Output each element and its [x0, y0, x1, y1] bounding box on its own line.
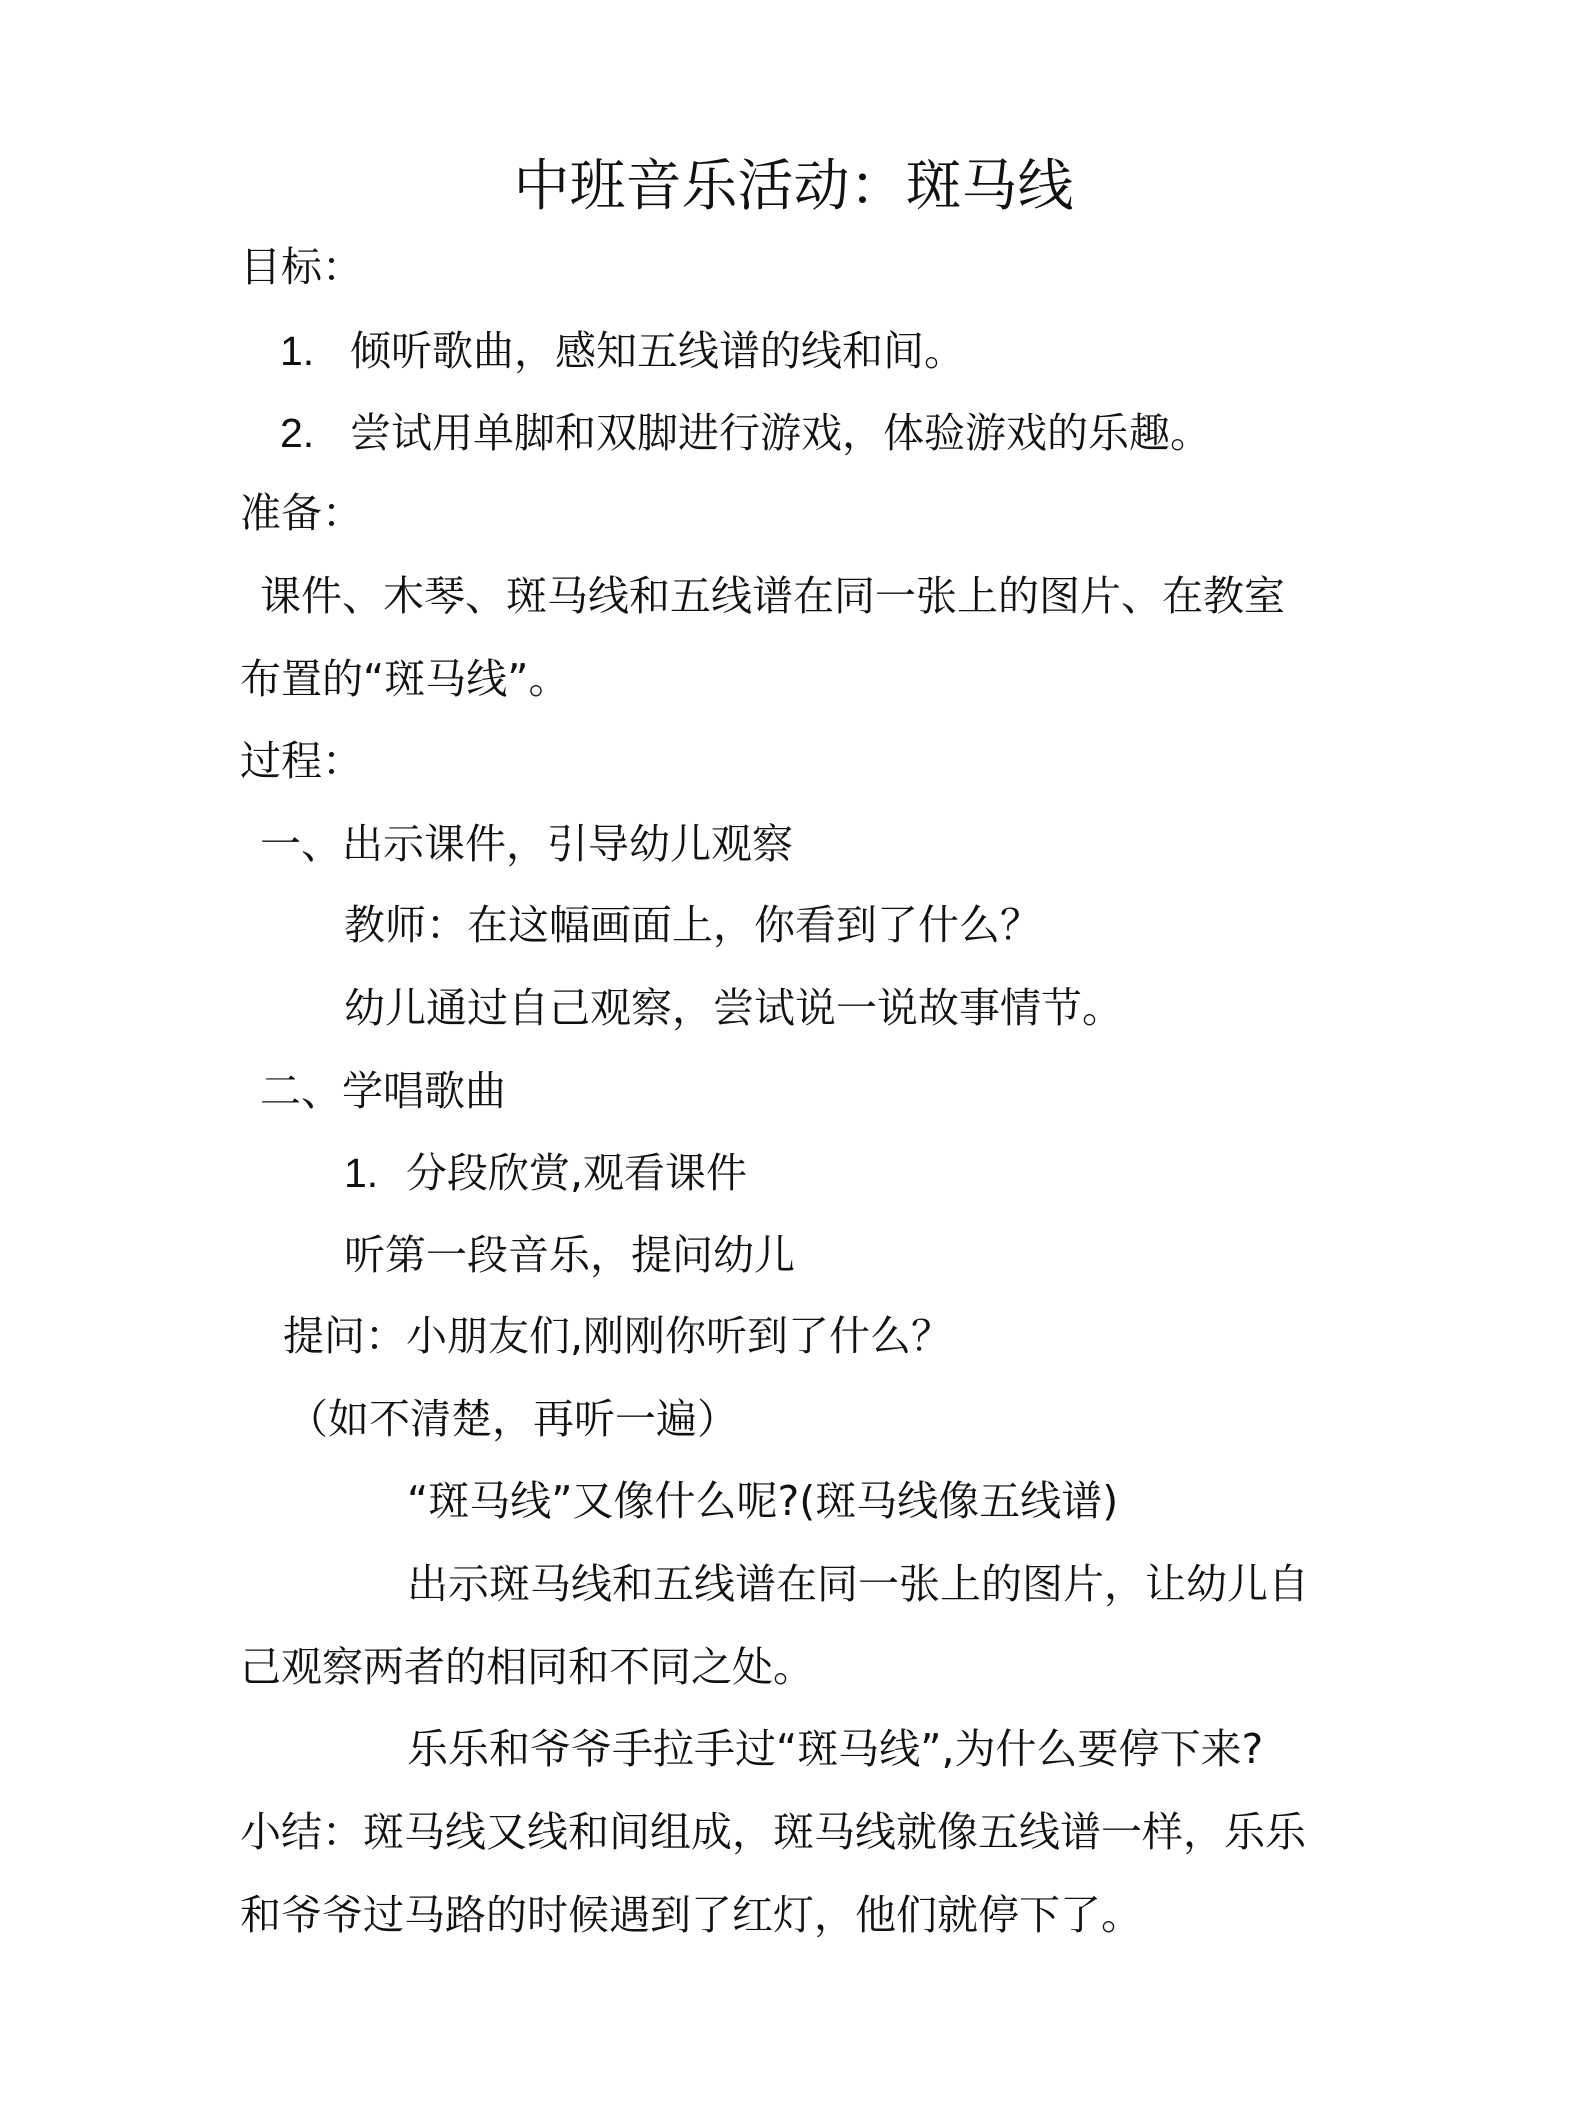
goal-text: 倾听歌曲，感知五线谱的线和间。: [350, 327, 965, 375]
goal-text: 尝试用单脚和双脚进行游戏，体验游戏的乐趣。: [350, 409, 1211, 457]
goal-item-1: [280, 326, 965, 376]
prep-line-1: 课件、木琴、斑马线和五线谱在同一张上的图片、在教室: [260, 572, 1285, 620]
children-activity: 幼儿通过自己观察，尝试说一说故事情节。: [344, 984, 1123, 1032]
why-line: 乐乐和爷爷手拉手过“斑马线”,为什么要停下来?: [407, 1725, 1264, 1773]
step-text: 分段欣赏,观看课件: [406, 1149, 748, 1197]
repeat-line: （如不清楚，再听一遍）: [287, 1395, 738, 1443]
process-heading: 过程：: [240, 737, 363, 785]
goals-heading: 目标：: [240, 243, 363, 291]
goal-number: 1.: [280, 328, 315, 374]
question-line: 提问：小朋友们,刚刚你听到了什么？: [283, 1312, 953, 1360]
summary-line-2: 和爷爷过马路的时候遇到了红灯，他们就停下了。: [240, 1891, 1142, 1939]
page-title: 中班音乐活动：斑马线: [513, 154, 1074, 219]
like-line: “斑马线”又像什么呢?(斑马线像五线谱): [407, 1477, 1119, 1525]
step-number: 1.: [344, 1150, 379, 1196]
listen-line: 听第一段音乐，提问幼儿: [344, 1231, 795, 1279]
goal-item-2: [280, 408, 1211, 458]
show-line-1: 出示斑马线和五线谱在同一张上的图片，让幼儿自: [407, 1560, 1309, 1608]
goal-number: 2.: [280, 410, 315, 456]
prep-line-2: 布置的“斑马线”。: [240, 655, 570, 703]
prep-heading: 准备：: [240, 489, 363, 537]
show-line-2: 己观察两者的相同和不同之处。: [240, 1643, 814, 1691]
section2-heading: 二、学唱歌曲: [260, 1067, 506, 1115]
step-1: [344, 1148, 747, 1198]
section1-heading: 一、出示课件，引导幼儿观察: [260, 820, 793, 868]
summary-line-1: 小结：斑马线又线和间组成，斑马线就像五线谱一样，乐乐: [240, 1808, 1306, 1856]
teacher-question: 教师：在这幅画面上，你看到了什么？: [344, 901, 1041, 949]
